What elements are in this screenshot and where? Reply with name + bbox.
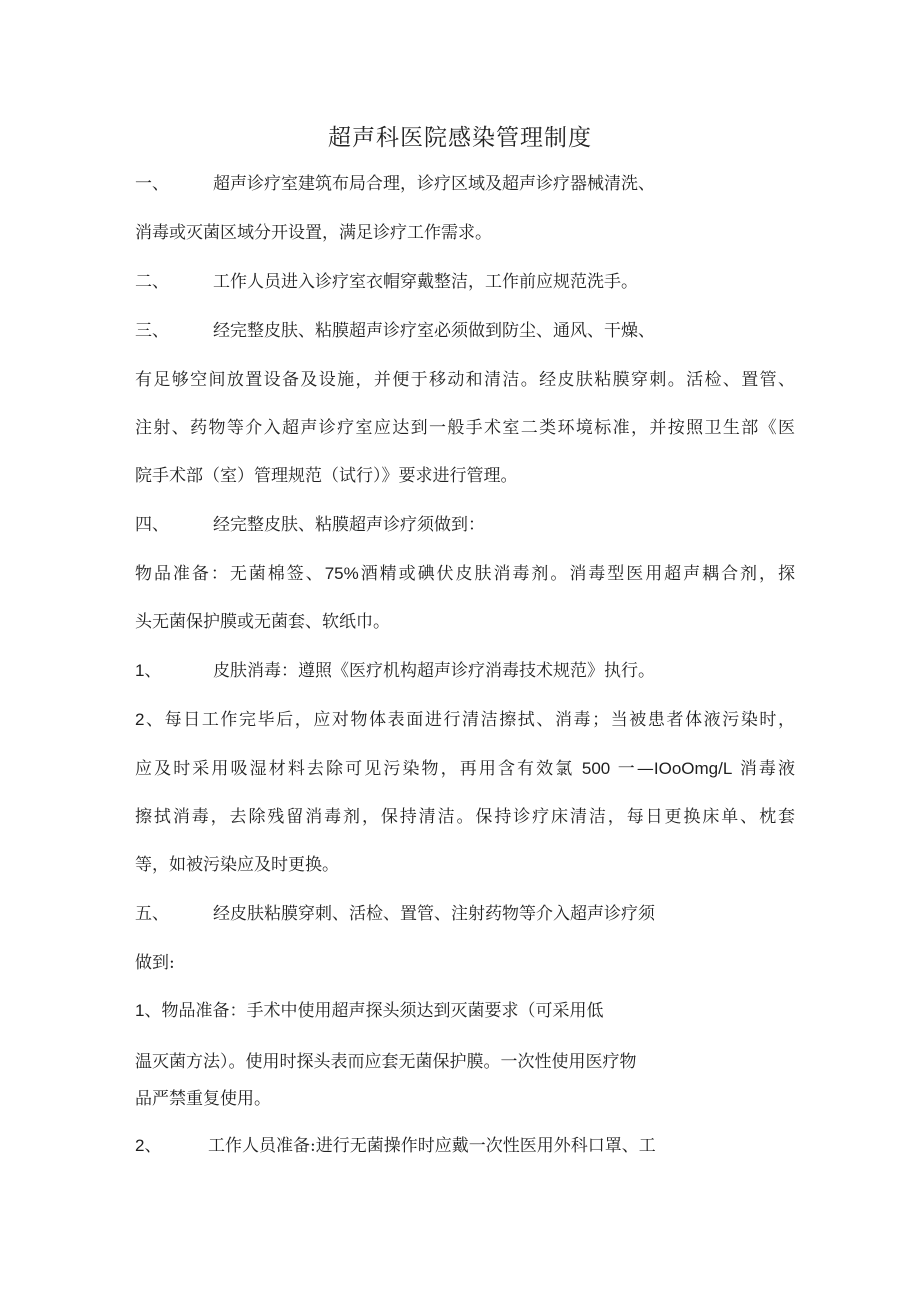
paragraph-text-wrapper [135, 562, 795, 586]
paragraph-1-line-2: 消毒或灭菌区域分开设置，满足诊疗工作需求。 [135, 223, 492, 243]
item-5-1-line-2: 温灭菌方法）。使用时探头表而应套无菌保护膜。一次性使用医疗物 [135, 1052, 637, 1072]
item-number: 1、 [135, 661, 162, 680]
paragraph-text: 皮肤消毒：遵照《医疗机构超声诊疗消毒技术规范》执行。 [213, 661, 655, 681]
paragraph-4-line-2 [135, 562, 795, 586]
paragraph-text: 工作人员准备:进行无菌操作时应戴一次性医用外科口罩、工 [208, 1136, 656, 1156]
section-number: 一、 [135, 174, 169, 194]
paragraph-5-line-2: 做到: [135, 953, 175, 973]
paragraph-text: 应及时采用吸湿材料去除可见污染物，再用含有效氯 [135, 759, 575, 779]
paragraph-text: 物品准备：无菌棉签、 [135, 564, 325, 584]
item-1-line-1 [135, 659, 655, 683]
chlorine-value-low: 500 [581, 759, 611, 778]
paragraph-text: 消毒液 [739, 759, 796, 779]
paragraph-text: 注射、药物等介入超声诊疗室应达到一般手术室二类环境标准，并按照卫生部《医 [135, 418, 795, 438]
item-2-line-1 [135, 708, 795, 732]
document-title: 超声科医院感染管理制度 [328, 125, 592, 151]
section-number: 四、 [135, 515, 169, 535]
chlorine-value-high: IOoOmg/L [653, 759, 733, 778]
paragraph-3-line-3 [135, 416, 795, 440]
paragraph-text: 、每日工作完毕后，应对物体表面进行清洁擦拭、消毒；当被患者体液污染时， [144, 710, 795, 730]
paragraph-1-line-1 [135, 172, 655, 196]
range-dash: 一— [617, 759, 654, 779]
section-number: 五、 [135, 904, 169, 924]
paragraph-text-wrapper [135, 757, 795, 781]
paragraph-3-line-4: 院手术部（室）管理规范（试行）》要求进行管理。 [135, 466, 518, 486]
paragraph-text: 经完整皮肤、粘膜超声诊疗须做到： [213, 515, 485, 535]
paragraph-text: 经完整皮肤、粘膜超声诊疗室必须做到防尘、通风、干燥、 [213, 321, 655, 341]
percent-value: 75% [324, 564, 359, 583]
item-number: 1 [135, 1001, 145, 1020]
paragraph-text: 、物品准备：手术中使用超声探头须达到灭菌要求（可采用低 [144, 1001, 604, 1021]
item-2-line-3 [135, 805, 795, 829]
item-5-1-line-1 [135, 999, 603, 1023]
paragraph-text: 酒精或碘伏皮肤消毒剂。消毒型医用超声耦合剂，探 [358, 564, 795, 584]
paragraph-text: 超声诊疗室建筑布局合理，诊疗区域及超声诊疗器械清洗、 [213, 174, 655, 194]
item-number: 2、 [135, 1136, 162, 1155]
paragraph-text: 擦拭消毒，去除残留消毒剂，保持清洁。保持诊疗床清洁，每日更换床单、枕套 [135, 807, 795, 827]
paragraph-2-line-1 [135, 270, 638, 294]
paragraph-4-line-3: 头无菌保护膜或无菌套、软纸巾。 [135, 612, 390, 632]
item-5-2-line-1 [135, 1134, 656, 1158]
paragraph-text: 工作人员进入诊疗室衣帽穿戴整洁，工作前应规范洗手。 [213, 272, 638, 292]
paragraph-5-line-1 [135, 902, 655, 926]
item-2-line-2 [135, 757, 795, 781]
item-number: 2 [135, 710, 145, 729]
paragraph-3-line-2 [135, 368, 795, 392]
section-number: 二、 [135, 272, 169, 292]
paragraph-text: 经皮肤粘膜穿刺、活检、置管、注射药物等介入超声诊疗须 [213, 904, 655, 924]
section-number: 三、 [135, 321, 169, 341]
paragraph-3-line-1 [135, 319, 655, 343]
paragraph-4-line-1 [135, 513, 485, 537]
item-2-line-4: 等，如被污染应及时更换。 [135, 855, 339, 875]
paragraph-text: 有足够空间放置设备及设施，并便于移动和清洁。经皮肤粘膜穿刺。活检、置管、 [135, 370, 795, 390]
paragraph-text-wrapper [135, 708, 795, 732]
item-5-1-line-3: 品严禁重复使用。 [135, 1089, 271, 1109]
